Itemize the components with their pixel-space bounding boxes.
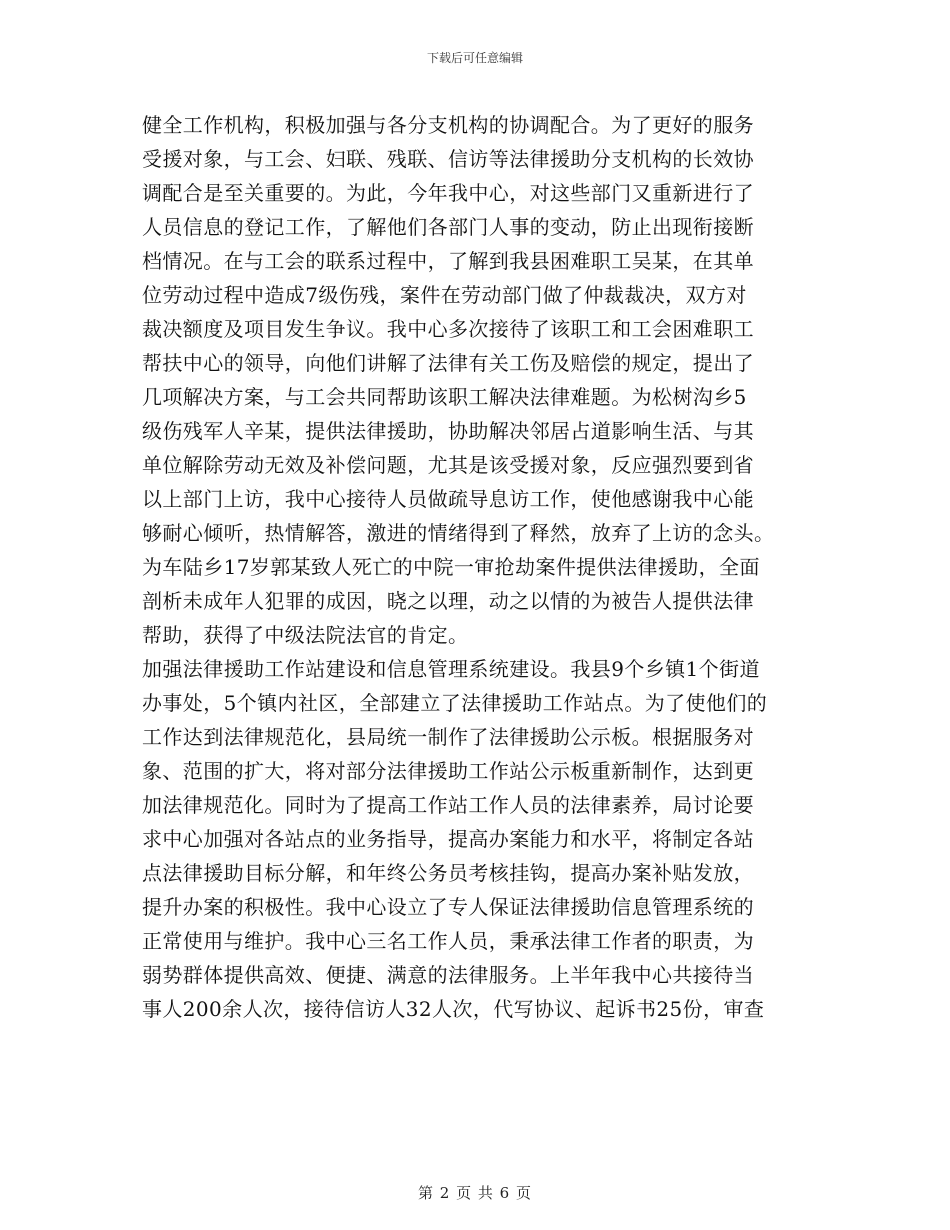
body-line: 健全工作机构，积极加强与各分支机构的协调配合。为了更好的服务 — [142, 113, 754, 137]
body-line: 以上部门上访，我中心接待人员做疏导息访工作，使他感谢我中心能 — [142, 487, 754, 511]
body-line: 档情况。在与工会的联系过程中，了解到我县困难职工吴某，在其单 — [142, 249, 754, 273]
page-header: 下载后可任意编辑 — [426, 51, 523, 65]
body-line: 办事处，5个镇内社区，全部建立了法律援助工作站点。为了使他们的 — [142, 691, 768, 715]
body-line: 弱势群体提供高效、便捷、满意的法律服务。上半年我中心共接待当 — [142, 963, 754, 987]
body-line: 象、范围的扩大，将对部分法律援助工作站公示板重新制作，达到更 — [142, 759, 754, 783]
body-line: 受援对象，与工会、妇联、残联、信访等法律援助分支机构的长效协 — [142, 147, 754, 171]
body-line: 几项解决方案，与工会共同帮助该职工解决法律难题。为松树沟乡5 — [142, 385, 747, 409]
body-line: 工作达到法律规范化，县局统一制作了法律援助公示板。根据服务对 — [142, 725, 754, 749]
body-line: 剖析未成年人犯罪的成因，晓之以理，动之以情的为被告人提供法律 — [142, 589, 754, 613]
body-line: 求中心加强对各站点的业务指导，提高办案能力和水平，将制定各站 — [142, 827, 754, 851]
body-line: 为车陆乡17岁郭某致人死亡的中院一审抢劫案件提供法律援助，全面 — [142, 555, 760, 579]
body-line: 够耐心倾听，热情解答，激进的情绪得到了释然，放弃了上访的念头。 — [142, 521, 775, 545]
body-line: 事人200余人次，接待信访人32人次，代写协议、起诉书25份，审查 — [142, 997, 765, 1021]
body-line: 调配合是至关重要的。为此，今年我中心，对这些部门又重新进行了 — [142, 181, 754, 205]
body-line: 正常使用与维护。我中心三名工作人员，秉承法律工作者的职责，为 — [142, 929, 754, 953]
body-line: 裁决额度及项目发生争议。我中心多次接待了该职工和工会困难职工 — [142, 317, 754, 341]
body-line: 人员信息的登记工作，了解他们各部门人事的变动，防止出现衔接断 — [142, 215, 754, 239]
body-line: 加强法律援助工作站建设和信息管理系统建设。我县9个乡镇1个街道 — [142, 657, 760, 681]
body-line: 点法律援助目标分解，和年终公务员考核挂钩，提高办案补贴发放， — [142, 861, 754, 885]
body-line: 单位解除劳动无效及补偿问题，尤其是该受援对象，反应强烈要到省 — [142, 453, 754, 477]
body-line: 位劳动过程中造成7级伤残，案件在劳动部门做了仲裁裁决，双方对 — [142, 283, 747, 307]
body-line: 提升办案的积极性。我中心设立了专人保证法律援助信息管理系统的 — [142, 895, 754, 919]
body-line: 加法律规范化。同时为了提高工作站工作人员的法律素养，局讨论要 — [142, 793, 754, 817]
body-line: 级伤残军人辛某，提供法律援助，协助解决邻居占道影响生活、与其 — [142, 419, 754, 443]
body-line: 帮助，获得了中级法院法官的肯定。 — [142, 623, 469, 647]
page-number-footer: 第 2 页 共 6 页 — [418, 1184, 532, 1202]
document-body — [142, 108, 820, 1026]
body-line: 帮扶中心的领导，向他们讲解了法律有关工伤及赔偿的规定，提出了 — [142, 351, 754, 375]
